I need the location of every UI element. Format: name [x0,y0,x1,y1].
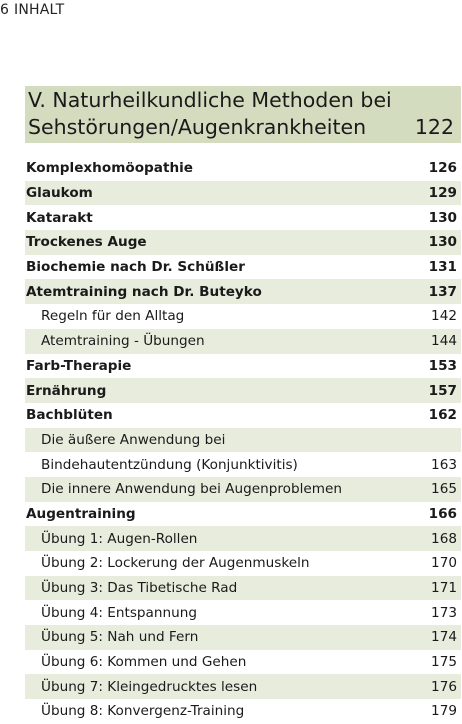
toc-entry-page: 170 [431,555,457,572]
toc-entry-label: Übung 2: Lockerung der Augenmuskeln [41,555,310,572]
toc-entry[interactable] [25,650,461,675]
toc-entry-label: Bindehautentzündung (Konjunktivitis) [41,456,298,473]
toc-entry[interactable] [25,452,461,477]
toc-entry[interactable] [25,354,461,379]
toc-entry-page: 173 [431,604,457,621]
toc-entry-page: 153 [428,357,457,374]
toc-entry-page: 165 [431,481,457,498]
toc-entry[interactable] [25,181,461,206]
toc-entry-label: Augentraining [26,505,136,522]
toc-entry-page: 131 [428,259,457,276]
toc-entry-label: Katarakt [26,209,93,226]
toc-entry-label: Komplexhomöopathie [26,160,193,177]
toc-entry[interactable] [25,576,461,601]
toc-entry-label: Bachblüten [26,407,113,424]
toc-entry-page: 176 [431,678,457,695]
toc-entry-label: Die äußere Anwendung bei [41,431,226,448]
toc-entry-label: Regeln für den Alltag [41,308,185,325]
toc-entry[interactable] [25,279,461,304]
toc-entry-label: Biochemie nach Dr. Schüßler [26,259,245,276]
toc-entry-label: Übung 7: Kleingedrucktes lesen [41,678,258,695]
toc-entry[interactable] [25,156,461,181]
toc-entry-page: 168 [431,530,457,547]
toc-entry-page: 126 [428,160,457,177]
chapter-heading[interactable] [25,86,461,143]
toc-entry-page: 130 [428,209,457,226]
toc-entry[interactable] [25,403,461,428]
toc-entry[interactable] [25,304,461,329]
toc-entry[interactable] [25,230,461,255]
toc-entry[interactable] [25,600,461,625]
toc-entry[interactable] [25,526,461,551]
toc-entry-page: 166 [428,505,457,522]
toc-entry-page: 130 [428,234,457,251]
toc-entry[interactable] [25,428,461,453]
toc-entry-label: Trockenes Auge [26,234,147,251]
toc-entry-page: 163 [431,456,457,473]
toc-entry-label: Übung 6: Kommen und Gehen [41,654,247,671]
toc-entry[interactable] [25,329,461,354]
toc-entry-label: Ernährung [26,382,107,399]
toc-entry-label: Übung 1: Augen-Rollen [41,530,198,547]
toc-entry[interactable] [25,378,461,403]
toc-entry-page: 157 [428,382,457,399]
running-head [0,0,64,20]
toc-entry[interactable] [25,477,461,502]
page-number: 6 [0,2,10,18]
toc-entry[interactable] [25,625,461,650]
toc-entry-label: Atemtraining nach Dr. Buteyko [26,283,262,300]
toc-entry-label: Farb-Therapie [26,357,132,374]
table-of-contents [25,156,461,724]
toc-entry-label: Glaukom [26,185,93,202]
toc-entry[interactable] [25,551,461,576]
toc-entry-page: 175 [431,654,457,671]
toc-entry-label: Atemtraining - Übungen [41,333,205,350]
chapter-title-text-2: Sehstörungen/Augenkrankheiten [28,115,367,139]
toc-entry-label: Übung 5: Nah und Fern [41,629,199,646]
toc-entry[interactable] [25,255,461,280]
toc-entry[interactable] [25,699,461,724]
chapter-title-text-1: V. Naturheilkundliche Methoden bei [28,88,392,112]
toc-entry-label: Die innere Anwendung bei Augenproblemen [41,481,342,498]
toc-entry-label: Übung 4: Entspannung [41,604,197,621]
toc-entry-page: 162 [428,407,457,424]
toc-entry[interactable] [25,205,461,230]
toc-entry-page: 174 [431,629,457,646]
chapter-title-line-2 [28,114,457,141]
toc-entry-page: 142 [431,308,457,325]
running-head-section: INHALT [14,2,65,18]
toc-entry[interactable] [25,674,461,699]
chapter-title-line-1 [28,87,457,114]
toc-entry-page: 129 [428,185,457,202]
toc-entry-page: 144 [431,333,457,350]
toc-entry-page: 171 [431,580,457,597]
toc-entry-label: Übung 8: Konvergenz-Training [41,703,245,720]
toc-entry[interactable] [25,502,461,527]
toc-entry-page: 137 [428,283,457,300]
toc-entry-page: 179 [431,703,457,720]
chapter-page-number: 122 [414,115,454,139]
toc-entry-label: Übung 3: Das Tibetische Rad [41,580,238,597]
